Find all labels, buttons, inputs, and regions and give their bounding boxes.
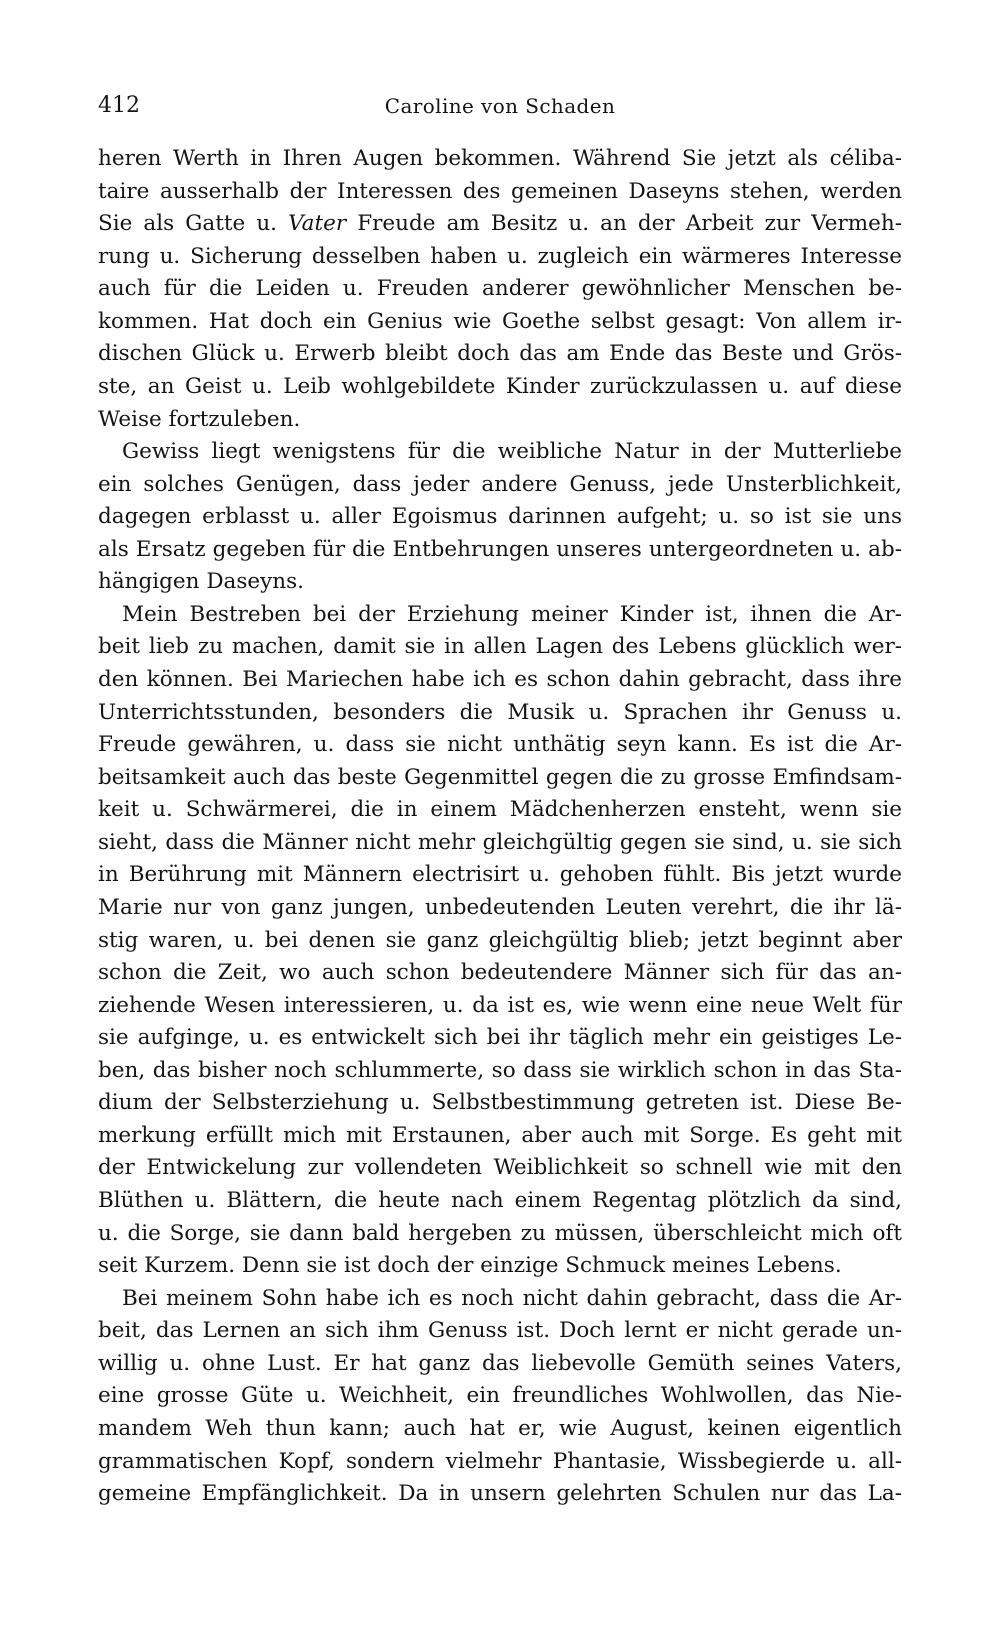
text-line	[98, 859, 902, 892]
text-line	[98, 1055, 902, 1088]
text-segment: gemeine Empfänglichkeit. Da in unsern gelehrten Schulen nur das La-	[98, 1481, 902, 1507]
text-line	[98, 925, 902, 958]
text-segment: beit, das Lernen an sich ihm Genuss ist. Doch lernt er nicht gerade un-	[98, 1318, 902, 1344]
text-segment: Freude gewähren, u. dass sie nicht unthätig seyn kann. Es ist die Ar-	[98, 732, 902, 758]
text-line	[98, 631, 902, 664]
text-line	[98, 599, 902, 632]
text-line	[98, 1152, 902, 1185]
text-segment: Freude am Besitz u. an der Arbeit zur Vermeh-	[346, 211, 902, 237]
page-header	[98, 88, 902, 124]
text-line	[98, 1348, 902, 1381]
text-segment: Weise fortzuleben.	[98, 406, 301, 432]
text-line	[98, 338, 902, 371]
text-segment: u. die Sorge, sie dann bald hergeben zu müssen, überschleicht mich oft	[98, 1220, 902, 1246]
text-line	[98, 501, 902, 534]
text-line	[98, 1380, 902, 1413]
text-line	[98, 176, 902, 209]
text-line	[98, 371, 902, 404]
text-segment: sieht, dass die Männer nicht mehr gleichgültig gegen sie sind, u. sie sich	[98, 829, 902, 855]
paragraph-1	[98, 143, 902, 436]
text-segment: kommen. Hat doch ein Genius wie Goethe selbst gesagt: Von allem ir-	[98, 308, 902, 334]
text-segment: willig u. ohne Lust. Er hat ganz das liebevolle Gemüth seines Vaters,	[98, 1350, 902, 1376]
text-line	[98, 1315, 902, 1348]
text-line	[98, 143, 902, 176]
text-line	[98, 664, 902, 697]
text-segment: dischen Glück u. Erwerb bleibt doch das am Ende das Beste und Grös-	[98, 341, 902, 367]
running-head: Caroline von Schaden	[384, 94, 616, 118]
text-segment: eine grosse Güte u. Weichheit, ein freundliches Wohlwollen, das Nie-	[98, 1383, 902, 1409]
text-segment: keit u. Schwärmerei, die in einem Mädchenherzen ensteht, wenn sie	[98, 797, 902, 823]
text-segment: ben, das bisher noch schlummerte, so dass sie wirklich schon in das Sta-	[98, 1057, 902, 1083]
text-segment: Unterrichtsstunden, besonders die Musik u. Sprachen ihr Genuss u.	[98, 699, 902, 725]
text-segment: merkung erfüllt mich mit Erstaunen, aber auch mit Sorge. Es geht mit	[98, 1122, 902, 1148]
text-line	[98, 241, 902, 274]
text-segment: Gewiss liegt wenigstens für die weibliche Natur in der Mutterliebe	[122, 439, 902, 465]
text-line	[98, 762, 902, 795]
text-segment: rung u. Sicherung desselben haben u. zugleich ein wärmeres Interesse	[98, 243, 902, 269]
text-segment: sie aufginge, u. es entwickelt sich bei ihr täglich mehr ein geistiges Le-	[98, 1025, 902, 1051]
text-segment: dagegen erblasst u. aller Egoismus darinnen aufgeht; u. so ist sie uns	[98, 504, 902, 530]
text-segment: Blüthen u. Blättern, die heute nach einem Regentag plötzlich da sind,	[98, 1188, 902, 1213]
text-segment: ein solches Genügen, dass jeder andere Genuss, jede Unsterblichkeit,	[98, 471, 902, 497]
paragraph-4	[98, 1283, 902, 1511]
text-line	[98, 1413, 902, 1446]
text-segment: dium der Selbsterziehung u. Selbstbestimmung getreten ist. Diese Be-	[98, 1090, 902, 1116]
text-line	[98, 436, 902, 469]
text-segment: beitsamkeit auch das beste Gegenmittel gegen die zu grosse Emfindsam-	[98, 764, 902, 790]
text-segment: Sie als Gatte u.	[98, 211, 278, 237]
text-segment: Bei meinem Sohn habe ich es noch nicht dahin gebracht, dass die Ar-	[122, 1285, 902, 1311]
text-line	[98, 1283, 902, 1316]
text-line	[98, 404, 902, 437]
text-segment: Mein Bestreben bei der Erziehung meiner Kinder ist, ihnen die Ar-	[122, 601, 902, 627]
text-line	[98, 208, 902, 241]
text-line	[98, 827, 902, 860]
text-line	[98, 469, 902, 502]
text-line	[98, 1185, 902, 1218]
text-segment: hängigen Daseyns.	[98, 569, 304, 595]
text-line	[98, 990, 902, 1023]
text-segment: den können. Bei Mariechen habe ich es schon dahin gebracht, dass ihre	[98, 667, 902, 692]
text-line	[98, 1478, 902, 1511]
text-segment: taire ausserhalb der Interessen des gemeinen Daseyns stehen, werden	[98, 178, 902, 204]
text-line	[98, 534, 902, 567]
text-line	[98, 892, 902, 925]
text-line	[98, 1218, 902, 1251]
text-line	[98, 566, 902, 599]
text-segment: ziehende Wesen interessieren, u. da ist es, wie wenn eine neue Welt für	[98, 992, 902, 1018]
text-line	[98, 697, 902, 730]
text-line	[98, 729, 902, 762]
text-line	[98, 1120, 902, 1153]
text-segment: der Entwickelung zur vollendeten Weiblichkeit so schnell wie mit den	[98, 1155, 902, 1181]
text-line	[98, 1446, 902, 1479]
italic-text: Vater	[288, 211, 347, 237]
text-segment: als Ersatz gegeben für die Entbehrungen unseres untergeordneten u. ab-	[98, 536, 902, 562]
text-line	[98, 794, 902, 827]
text-segment: seit Kurzem. Denn sie ist doch der einzige Schmuck meines Lebens.	[98, 1253, 842, 1279]
text-segment: mandem Weh thun kann; auch hat er, wie August, keinen eigentlich	[98, 1415, 902, 1441]
paragraph-2	[98, 436, 902, 599]
page-number: 412	[98, 93, 140, 118]
text-segment: beit lieb zu machen, damit sie in allen Lagen des Lebens glücklich wer-	[98, 634, 902, 660]
text-line	[98, 306, 902, 339]
text-segment: auch für die Leiden u. Freuden anderer gewöhnlicher Menschen be-	[98, 276, 902, 302]
text-segment: heren Werth in Ihren Augen bekommen. Während Sie jetzt als céliba-	[98, 146, 902, 171]
text-segment: Marie nur von ganz jungen, unbedeutenden Leuten verehrt, die ihr lä-	[98, 894, 902, 920]
text-line	[98, 273, 902, 306]
text-line	[98, 1250, 902, 1283]
text-line	[98, 1022, 902, 1055]
text-segment: stig waren, u. bei denen sie ganz gleichgültig blieb; jetzt beginnt aber	[98, 927, 902, 953]
text-segment: ste, an Geist u. Leib wohlgebildete Kinder zurückzulassen u. auf diese	[98, 373, 902, 399]
text-segment: grammatischen Kopf, sondern vielmehr Phantasie, Wissbegierde u. all-	[98, 1448, 902, 1474]
paragraph-3	[98, 599, 902, 1283]
text-line	[98, 957, 902, 990]
text-segment: in Berührung mit Männern electrisirt u. gehoben fühlt. Bis jetzt wurde	[98, 862, 902, 888]
body-text	[98, 143, 902, 1511]
text-segment: schon die Zeit, wo auch schon bedeutendere Männer sich für das an-	[98, 960, 902, 986]
text-line	[98, 1087, 902, 1120]
